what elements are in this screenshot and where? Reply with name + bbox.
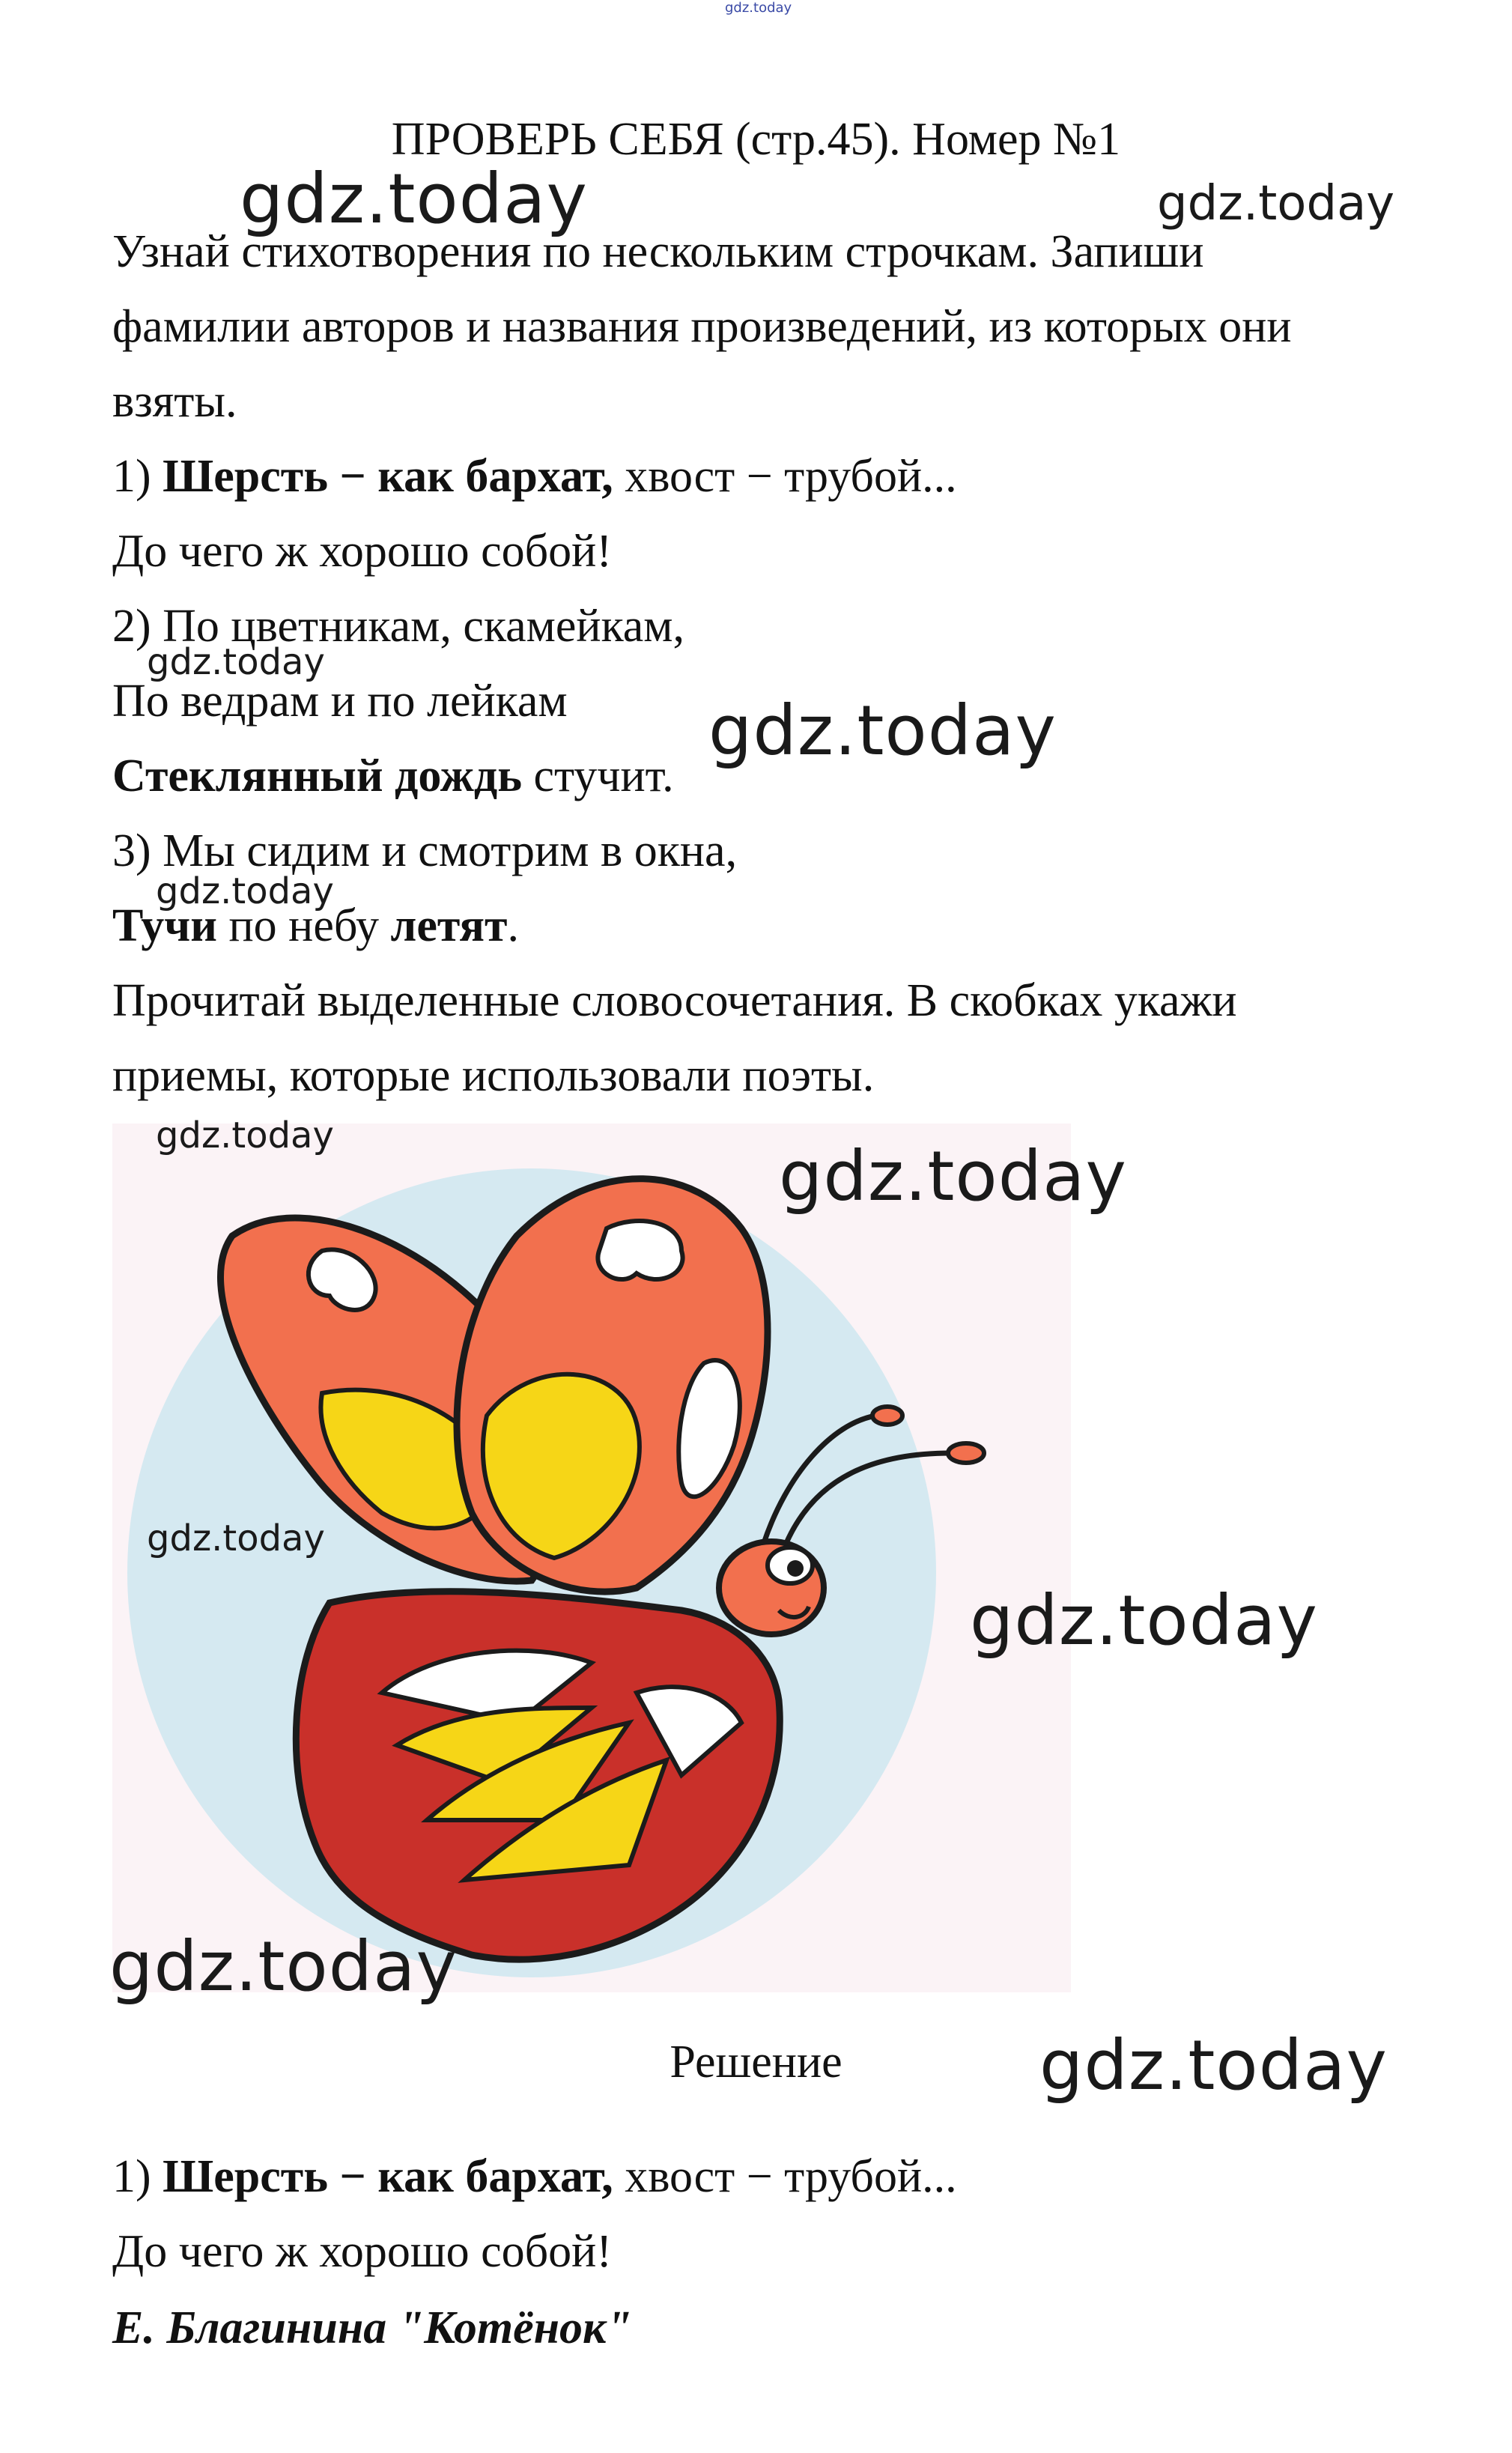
solution-author: Е. Благинина "Котёнок" [112, 2302, 632, 2353]
solution-heading: Решение [670, 2037, 842, 2087]
poem1-line-2: До чего ж хорошо собой! [112, 526, 612, 577]
watermark-8: gdz.today [147, 1517, 325, 1559]
watermark-4: gdz.today [708, 691, 1057, 771]
watermark-6: gdz.today [156, 1115, 334, 1156]
poem1-line-1 [112, 453, 957, 500]
watermark-11: gdz.today [1039, 2025, 1388, 2105]
poem3-line-1: 3) Мы сидим и смотрим в окна, [112, 825, 738, 876]
solution-line-1 [112, 2153, 957, 2200]
watermark-2: gdz.today [1157, 176, 1395, 231]
poem3-highlight-2: летят [390, 900, 508, 951]
poem3-mid: по небу [216, 900, 391, 951]
poem1-number: 1) [112, 451, 163, 502]
solution-line-2: До чего ж хорошо собой! [112, 2226, 612, 2277]
solution-highlight: Шерсть − как бархат, [163, 2151, 613, 2202]
poem2-highlight: Стеклянный дождь [112, 751, 522, 801]
instruction2-line-2: приемы, которые использовали поэты. [112, 1050, 875, 1101]
watermark-7: gdz.today [779, 1136, 1127, 1216]
watermark-3: gdz.today [147, 641, 325, 683]
poem1-rest: хвост − трубой... [613, 451, 957, 502]
watermark-5: gdz.today [156, 870, 334, 912]
poem1-highlight: Шерсть − как бархат, [163, 451, 613, 502]
solution-rest: хвост − трубой... [613, 2151, 957, 2202]
watermark-9: gdz.today [970, 1580, 1318, 1661]
watermark-top: gdz.today [725, 0, 792, 16]
page-title: ПРОВЕРЬ СЕБЯ (стр.45). Номер №1 [391, 114, 1121, 165]
watermark-1: gdz.today [240, 159, 588, 239]
poem3-highlight-1: Тучи [112, 900, 217, 951]
poem2-line-3 [112, 753, 674, 799]
poem2-rest: стучит. [521, 751, 674, 801]
instruction2-line-1: Прочитай выделенные словосочетания. В скобках укажи [112, 975, 1237, 1026]
instruction-line-2: фамилии авторов и названия произведений, из которых они [112, 301, 1292, 352]
instruction-line-1: Узнай стихотворения по нескольким строчкам. Запиши [112, 226, 1204, 277]
watermark-10: gdz.today [109, 1926, 458, 2007]
solution-number: 1) [112, 2151, 163, 2202]
instruction-line-3: взяты. [112, 376, 237, 427]
poem2-line-1: 2) По цветникам, скамейкам, [112, 601, 685, 652]
poem3-end: . [507, 900, 519, 951]
poem2-line-2: По ведрам и по лейкам [112, 676, 568, 727]
